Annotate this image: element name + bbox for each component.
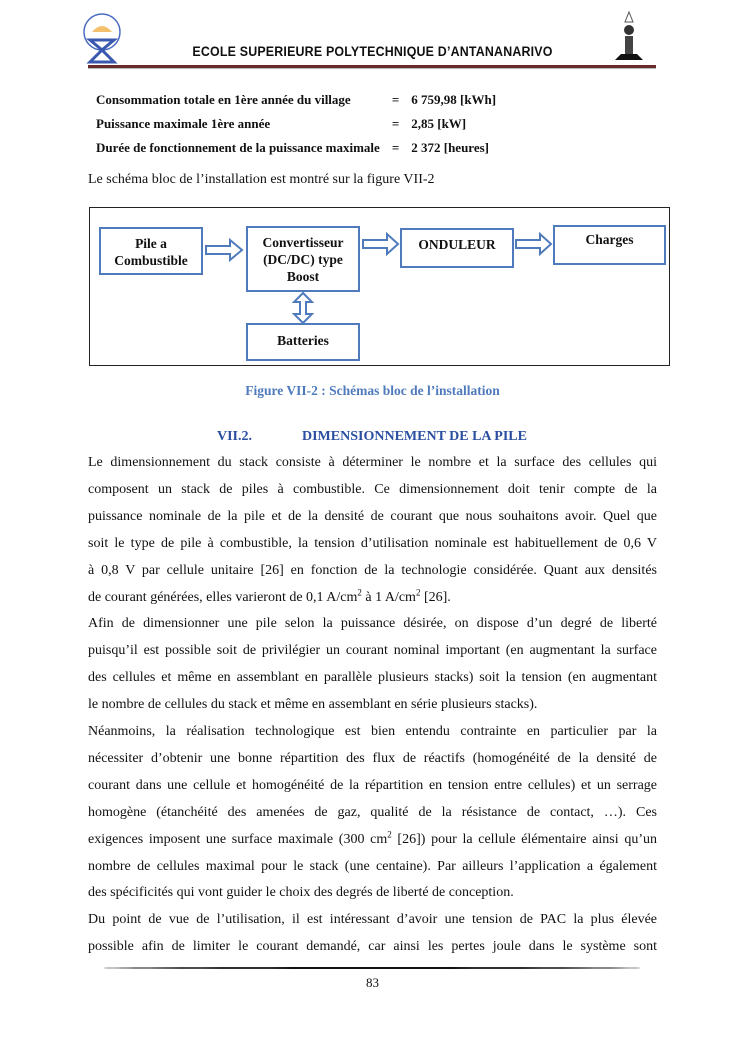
- header-divider: [88, 65, 656, 69]
- text-segment: soit le type de pile à combustible, la tension d’utilisation nominale est habituellement de 0,6 V: [88, 535, 657, 551]
- text-segment: de courant générées, elles varieront de 0,1 A/cm: [88, 589, 358, 605]
- block-convertisseur-line: (DC/DC) type: [263, 252, 343, 267]
- text-line: [88, 697, 657, 713]
- summary-table: [92, 88, 500, 160]
- superscript: 2: [387, 828, 392, 839]
- text-line: [88, 859, 657, 875]
- section-number: VII.2.: [217, 429, 253, 444]
- summary-label: Puissance maximale 1ère année: [96, 116, 271, 131]
- text-segment: Néanmoins, la réalisation technologique est bien entendu contrainte en particulier par la: [88, 724, 657, 739]
- arrow-right-icon: [514, 232, 554, 256]
- text-segment: des cellules et même en assemblant en parallèle plusieurs stacks) soit la tension (en augmentant: [88, 670, 657, 686]
- text-line: [88, 455, 657, 471]
- text-line: [88, 778, 657, 794]
- text-line: [88, 912, 657, 928]
- summary-equals: =: [391, 92, 400, 107]
- text-line: [88, 724, 657, 740]
- block-diagram: [89, 207, 670, 366]
- block-convertisseur-line: Convertisseur: [262, 235, 344, 250]
- text-line: [88, 616, 657, 632]
- text-segment: [26].: [420, 589, 451, 605]
- block-onduleur: ONDULEUR: [400, 228, 514, 268]
- block-pile-line: Pile a: [135, 236, 167, 251]
- text-line: [88, 563, 657, 579]
- arrow-right-icon: [204, 238, 246, 262]
- block-batteries: Batteries: [246, 323, 360, 361]
- text-segment: possible afin de limiter le courant demandé, car ainsi les pertes joule dans le système sont: [88, 939, 657, 955]
- page-number: 83: [366, 975, 379, 990]
- text-segment: puisqu’il est possible soit de privilégier un courant nominal important (en augmentant la surface: [88, 643, 657, 659]
- figure-caption: Figure VII-2 : Schémas bloc de l’installation: [245, 383, 500, 398]
- summary-value: 6 759,98 [kWh]: [411, 92, 497, 107]
- summary-row: [92, 136, 500, 160]
- text-segment: courant dans une cellule et homogénéité de la répartition en tension entre cellules) et un serrage: [88, 777, 657, 793]
- summary-row: [92, 112, 500, 136]
- text-segment: homogène (étanchéité des amenées de gaz, qualité de la résistance de contact, …). Ces: [88, 804, 657, 820]
- text-line: [88, 586, 657, 606]
- summary-row: [92, 88, 500, 112]
- text-segment: nombre de cellules maximal pour le stack (une centaine). Par ailleurs l’application a également: [88, 858, 657, 874]
- text-line: [88, 536, 657, 552]
- text-segment: nécessiter d’obtenir une bonne répartition des flux de réactifs (homogénéité de la densité de: [88, 750, 657, 766]
- text-line: [88, 670, 657, 686]
- text-segment: des spécificités qui vont guider le choix des degrés de liberté de conception.: [88, 885, 514, 901]
- arrow-right-icon: [361, 232, 401, 256]
- text-segment: composent un stack de piles à combustible. Ce dimensionnement doit tenir compte de la: [88, 481, 657, 497]
- text-line: [88, 509, 657, 525]
- text-line: [88, 643, 657, 659]
- superscript: 2: [415, 586, 421, 597]
- text-segment: le nombre de cellules du stack et même en assemblant en série plusieurs stacks).: [88, 697, 538, 713]
- summary-label: Consommation totale en 1ère année du village: [96, 92, 351, 107]
- summary-value: 2,85 [kW]: [411, 116, 467, 131]
- text-segment: à 0,8 V par cellule unitaire [26] en fonction de la technologie considérée. Quant aux densités: [88, 562, 657, 578]
- intro-text: Le schéma bloc de l’installation est montré sur la figure VII-2: [88, 172, 435, 187]
- text-line: [88, 482, 657, 498]
- section-title: DIMENSIONNEMENT DE LA PILE: [302, 429, 527, 444]
- text-segment: Afin de dimensionner une pile selon la puissance désirée, on dispose d’un degré de liberté: [88, 616, 657, 632]
- summary-label: Durée de fonctionnement de la puissance maximale: [96, 140, 380, 155]
- text-line: [88, 805, 657, 821]
- text-line: [88, 751, 657, 767]
- text-segment: à 1 A/cm: [361, 589, 416, 605]
- text-line: [88, 885, 657, 901]
- text-segment: [26]) pour la cellule élémentaire ainsi qu’un: [391, 831, 657, 847]
- summary-value: 2 372 [heures]: [411, 140, 489, 155]
- text-segment: Du point de vue de l’utilisation, il est intéressant d’avoir une tension de PAC la plus élevée: [88, 912, 657, 928]
- block-charges: Charges: [553, 225, 666, 265]
- block-convertisseur: [246, 226, 360, 292]
- block-pile-line: Combustible: [114, 253, 188, 268]
- block-pile: [99, 227, 203, 275]
- footer-divider: [103, 967, 641, 969]
- summary-equals: =: [391, 140, 400, 155]
- text-line: [88, 939, 657, 955]
- summary-equals: =: [391, 116, 400, 131]
- text-segment: exigences imposent une surface maximale (300 cm: [88, 831, 388, 847]
- header-title: ECOLE SUPERIEURE POLYTECHNIQUE D’ANTANANARIVO: [192, 44, 553, 59]
- text-line: [88, 828, 657, 848]
- arrow-bidirectional-icon: [292, 292, 314, 324]
- superscript: 2: [357, 586, 362, 597]
- block-convertisseur-line: Boost: [286, 269, 320, 284]
- text-segment: puissance nominale de la pile et de la densité de courant que nous souhaitons avoir. Quel que: [88, 508, 657, 524]
- section-heading: [217, 429, 527, 445]
- text-segment: Le dimensionnement du stack consiste à déterminer le nombre et la surface des cellules qui: [88, 455, 657, 470]
